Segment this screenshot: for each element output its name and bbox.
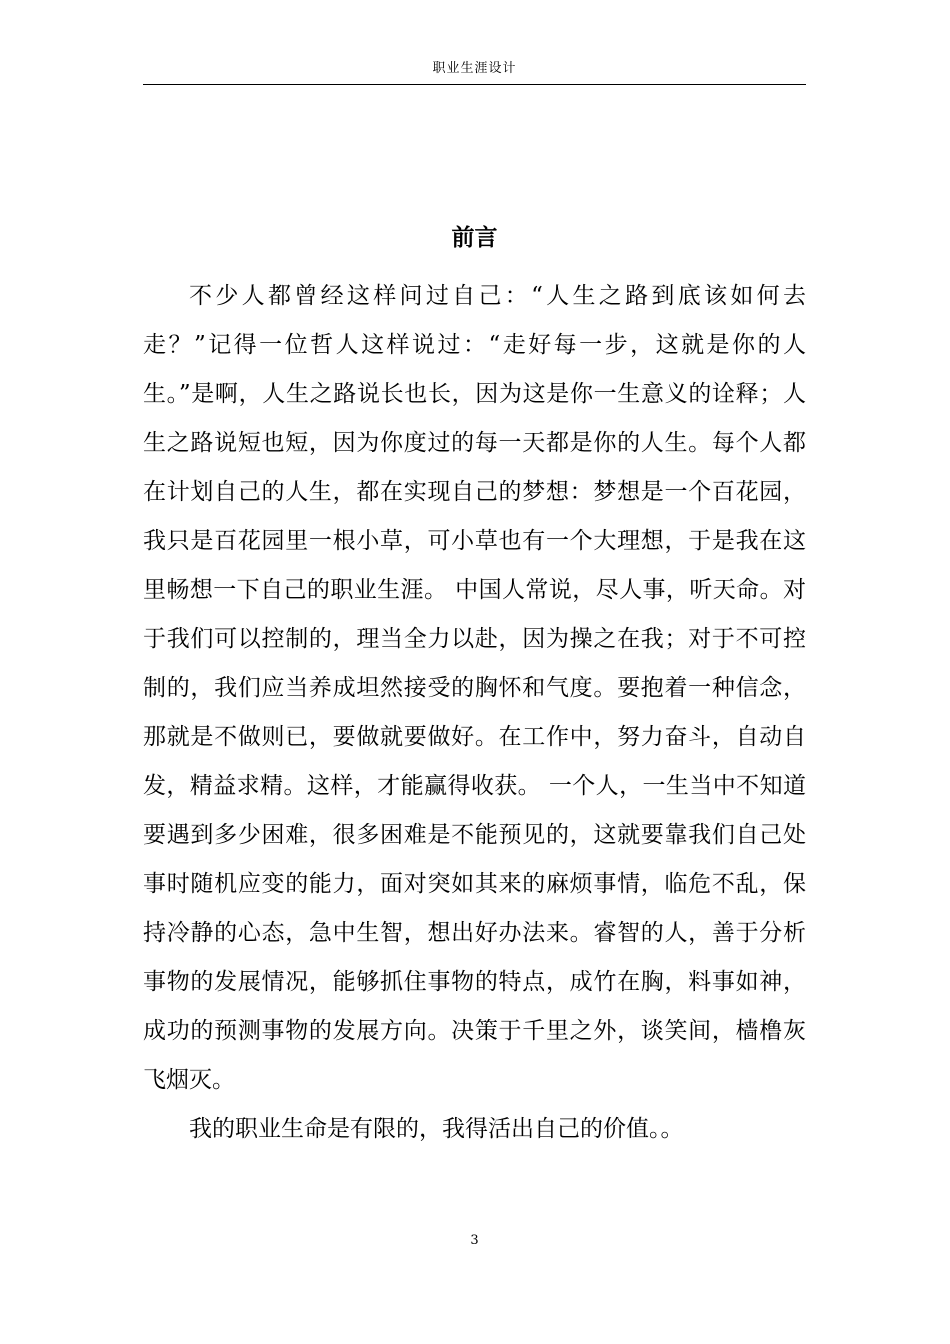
running-header: 职业生涯设计 bbox=[432, 61, 517, 76]
section-title: 前言 bbox=[451, 224, 498, 251]
header-divider bbox=[143, 84, 806, 85]
page-number: 3 bbox=[470, 1233, 479, 1248]
paragraph: 不少人都曾经这样问过自己：“人生之路到底该如何去走？”记得一位哲人这样说过：“走好每一步，这就是你的人生。”是啊，人生之路说长也长，因为这是你一生意义的诠释；人生之路说短也短，因为你度过的每一天都是你的人生。每个人都在计划自己的人生，都在实现自己的梦想：梦想是一个百花园，我只是百花园里一根小草，可小草也有一个大理想，于是我在这里畅想一下自己的职业生涯。 中国人常说，尽人事，听天命。对于我们可以控制的，理当全力以赴，因为操之在我；对于不可控制的，我们应当养成坦然接受的胸怀和气度。要抱着一种信念，那就是不做则已，要做就要做好。在工作中，努力奋斗，自动自发，精益求精。这样，才能赢得收获。 一个人，一生当中不知道要遇到多少困难，很多困难是不能预见的，这就要靠我们自己处事时随机应变的能力，面对突如其来的麻烦事情，临危不乱，保持冷静的心态，急中生智，想出好办法来。睿智的人，善于分析事物的发展情况，能够抓住事物的特点，成竹在胸，料事如神，成功的预测事物的发展方向。决策于千里之外，谈笑间，樯橹灰飞烟灭。 bbox=[143, 283, 806, 1093]
paragraph: 我的职业生命是有限的，我得活出自己的价值。。 bbox=[189, 1116, 684, 1142]
body-text bbox=[143, 272, 806, 1154]
